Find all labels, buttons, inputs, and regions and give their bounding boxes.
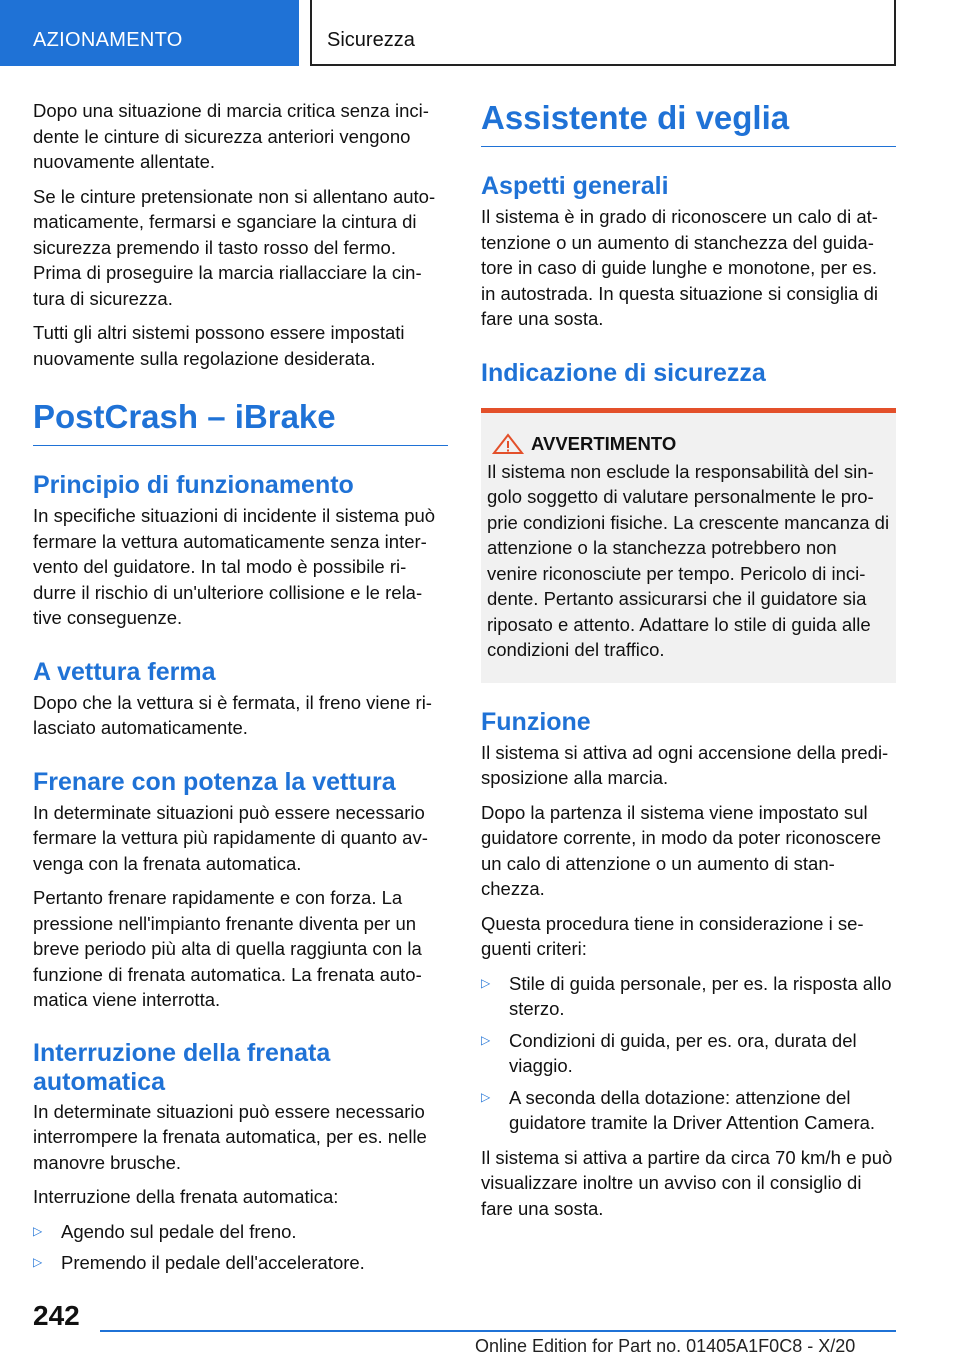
heading-aspetti: Aspetti generali bbox=[481, 172, 669, 200]
bullet-list bbox=[481, 971, 896, 1136]
spacer bbox=[33, 1022, 448, 1039]
triangle-bullet-icon: ▷ bbox=[481, 1032, 491, 1047]
triangle-bullet-icon: ▷ bbox=[33, 1255, 43, 1269]
list-item-text: Stile di guida personale, per es. la risposta allo sterzo. bbox=[509, 972, 892, 1019]
warning-text: Il sistema non esclude la responsabilità del sin-golo soggetto di valutare personalmente le pro-prie condizioni fisiche. La crescente mancanza di attenzione o la stanchezza potrebbero non venire riconosciute per tempo. Pericolo di inci-dente. Pertanto assicurarsi che il guidatore sia riposato e attento. Adattare lo stile di guida alle condizioni del traffico. bbox=[487, 460, 890, 660]
warning-box bbox=[481, 408, 896, 683]
paragraph: Il sistema si attiva ad ogni accensione della predi-sposizione alla marcia. bbox=[481, 741, 889, 788]
edition-text: Online Edition for Part no. 01405A1F0C8 - X/20 bbox=[475, 1336, 856, 1356]
triangle-bullet-icon: ▷ bbox=[481, 975, 491, 990]
paragraph: Il sistema si attiva a partire da circa 70 km/h e può visualizzare inoltre un avviso con il consiglio di fare una sosta. bbox=[481, 1146, 893, 1219]
heading-frenare: Frenare con potenza la vettura bbox=[33, 767, 396, 796]
left-column bbox=[33, 98, 448, 1285]
paragraph: Dopo che la vettura si è fermata, il freno viene ri-lasciato automaticamente. bbox=[33, 691, 432, 738]
list-item bbox=[481, 1085, 896, 1136]
paragraph: In specifiche situazioni di incidente il sistema può fermare la vettura automaticamente senza inter-vento del guidatore. In tal modo è possibile ri-durre il rischio di un'ulteriore collisione e le rela-tive conseguenze. bbox=[33, 505, 436, 628]
spacer bbox=[481, 391, 896, 408]
spacer bbox=[33, 750, 448, 767]
paragraph: Dopo la partenza il sistema viene impostato sul guidatore corrente, in modo da poter riconoscere un calo di attenzione o un aumento di stan-chezza. bbox=[481, 801, 882, 899]
paragraph: Il sistema è in grado di riconoscere un calo di at-tenzione o un aumento di stanchezza del guida-tore in caso di guide lunghe e monotone, per es. in autostrada. In questa situazione si consiglia di fare una sosta. bbox=[481, 206, 878, 329]
spacer bbox=[33, 640, 448, 657]
list-item bbox=[33, 1250, 448, 1276]
right-column bbox=[481, 98, 896, 1230]
paragraph: Pertanto frenare rapidamente e con forza. La pressione nell'impianto frenante diventa per un breve periodo più alta di quella raggiunta con la funzione di frenata automatica. La frenata auto-matica viene interrotta. bbox=[33, 887, 422, 1010]
bullet-list bbox=[33, 1219, 448, 1276]
page-number: 242 bbox=[33, 1300, 80, 1331]
heading-principio: Principio di funzionamento bbox=[33, 471, 354, 499]
triangle-bullet-icon: ▷ bbox=[33, 1223, 43, 1238]
paragraph: Dopo una situazione di marcia critica senza inci-dente le cinture di sicurezza anteriori vengono nuovamente allentate. bbox=[33, 100, 429, 172]
paragraph: In determinate situazioni può essere necessario interrompere la frenata automatica, per es. nelle manovre brusche. bbox=[33, 1100, 427, 1173]
heading-vettura-ferma: A vettura ferma bbox=[33, 657, 216, 686]
list-item-text: Premendo il pedale dell'acceleratore. bbox=[61, 1252, 365, 1273]
page-header bbox=[0, 0, 960, 66]
paragraph: Questa procedura tiene in considerazione i se-guenti criteri: bbox=[481, 912, 864, 959]
list-item-text: Agendo sul pedale del freno. bbox=[61, 1220, 297, 1242]
paragraph: Se le cinture pretensionate non si allentano auto-maticamente, fermarsi e sganciare la cintura di sicurezza premendo il tasto rosso del fermo. Prima di proseguire la marcia riallacciare la cin-tura di sicurezza. bbox=[33, 185, 436, 309]
heading-postcrash: PostCrash – iBrake bbox=[33, 397, 448, 446]
chapter-tab: Sicurezza bbox=[310, 0, 896, 66]
paragraph: In determinate situazioni può essere necessario fermare la vettura più rapidamente di quanto av-venga con la frenata automatica. bbox=[33, 801, 428, 874]
paragraph: Interruzione della frenata automatica: bbox=[33, 1186, 339, 1207]
list-item-text: A seconda della dotazione: attenzione del guidatore tramite la Driver Attention Camera. bbox=[509, 1086, 876, 1133]
list-item-text: Condizioni di guida, per es. ora, durata del viaggio. bbox=[509, 1029, 857, 1076]
warning-title bbox=[487, 433, 890, 455]
list-item bbox=[481, 971, 896, 1022]
heading-interruzione: Interruzione della frenata automatica bbox=[33, 1038, 331, 1096]
spacer bbox=[481, 341, 896, 358]
list-item bbox=[33, 1219, 448, 1245]
warning-triangle-icon bbox=[491, 433, 525, 455]
warning-title-text: AVVERTIMENTO bbox=[531, 432, 677, 454]
heading-funzione: Funzione bbox=[481, 707, 591, 736]
footer-divider bbox=[100, 1330, 896, 1332]
triangle-bullet-icon: ▷ bbox=[481, 1089, 491, 1104]
spacer bbox=[33, 380, 448, 397]
heading-indicazione: Indicazione di sicurezza bbox=[481, 358, 766, 387]
paragraph: Tutti gli altri sistemi possono essere impostati nuovamente sulla regolazione desiderata. bbox=[33, 322, 405, 369]
section-tab: AZIONAMENTO bbox=[0, 0, 299, 66]
heading-assistente: Assistente di veglia bbox=[481, 98, 896, 147]
list-item bbox=[481, 1028, 896, 1079]
